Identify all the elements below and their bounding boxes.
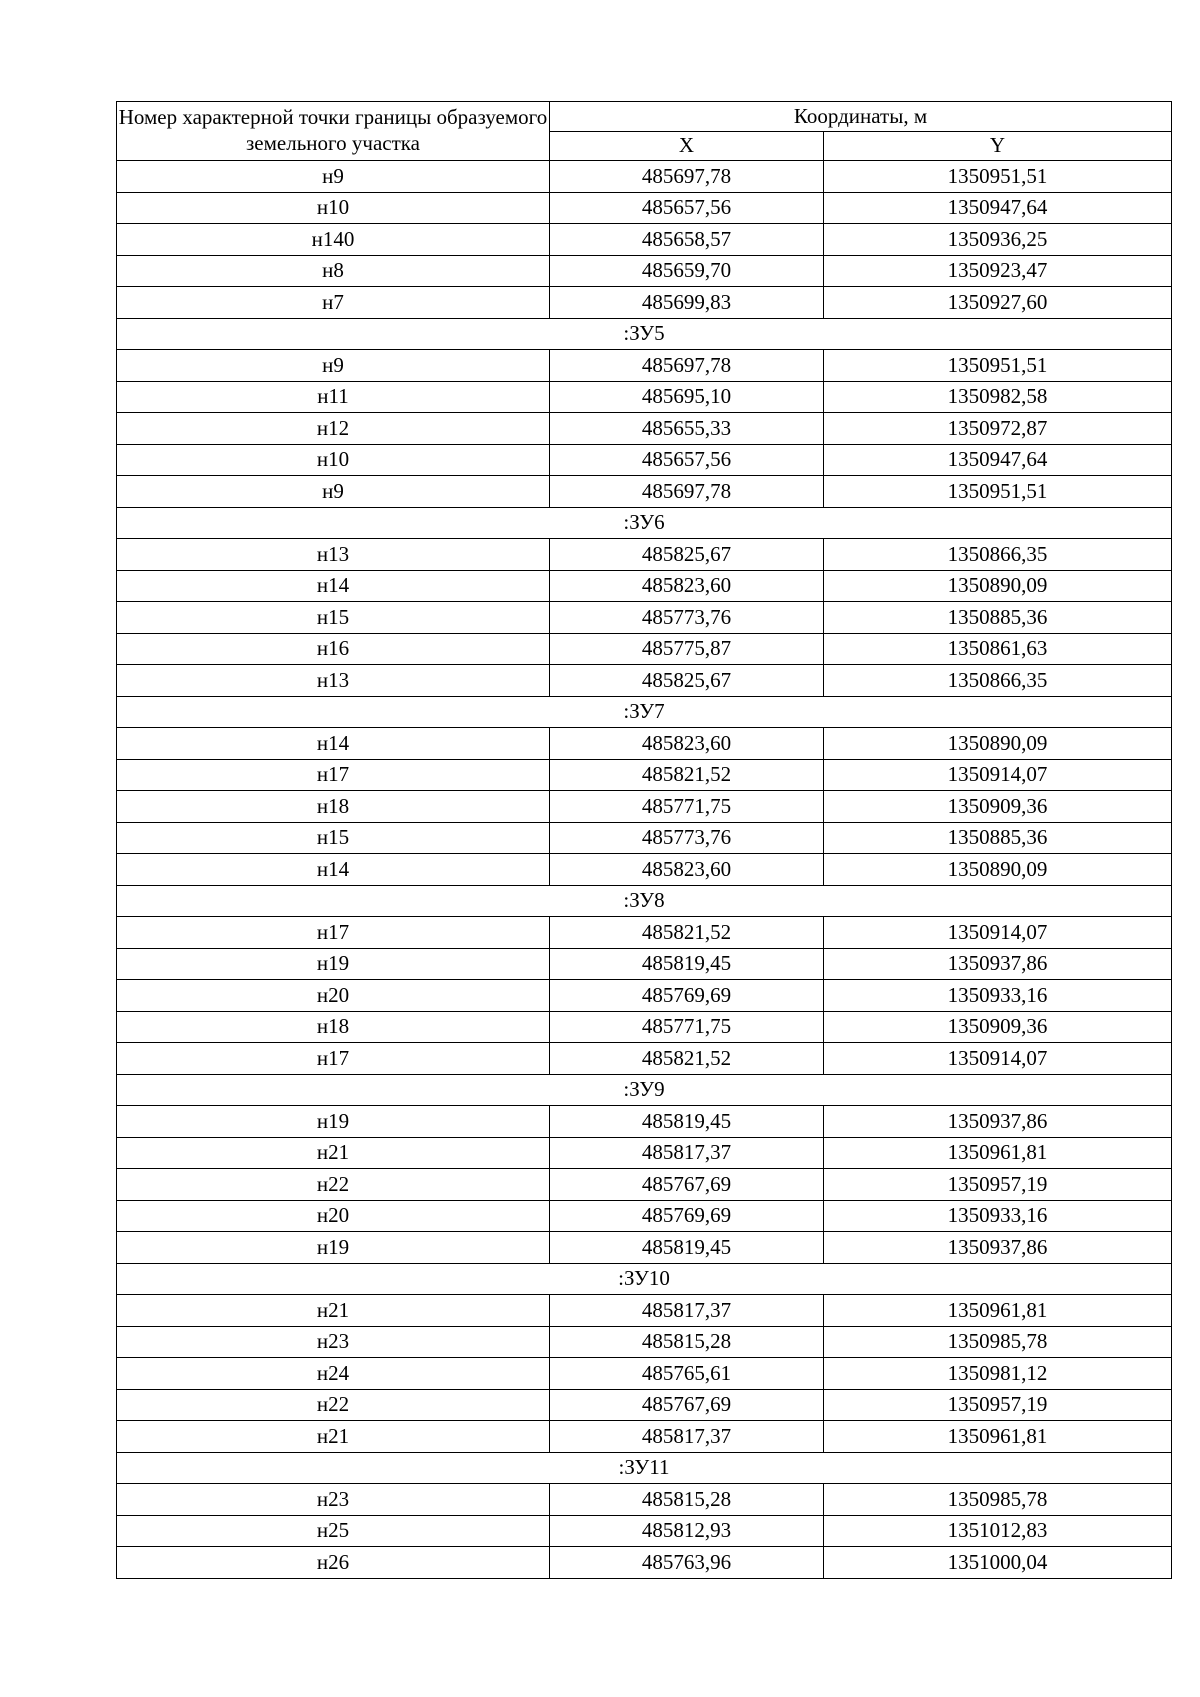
x-coordinate-cell: 485812,93 (550, 1515, 824, 1547)
x-coordinate-cell: 485819,45 (550, 1232, 824, 1264)
y-coordinate-cell: 1350947,64 (824, 192, 1172, 224)
table-row (117, 1515, 1172, 1547)
table-row (117, 381, 1172, 413)
y-coordinate-cell: 1350951,51 (824, 350, 1172, 382)
x-coordinate-cell: 485765,61 (550, 1358, 824, 1390)
table-row (117, 444, 1172, 476)
y-coordinate-cell: 1350933,16 (824, 1200, 1172, 1232)
section-label: :ЗУ10 (117, 1263, 1172, 1295)
y-coordinate-cell: 1350861,63 (824, 633, 1172, 665)
section-row (117, 696, 1172, 728)
point-number-cell: н21 (117, 1137, 550, 1169)
table-row (117, 224, 1172, 256)
table-row (117, 822, 1172, 854)
point-number-cell: н9 (117, 161, 550, 193)
y-coordinate-cell: 1350981,12 (824, 1358, 1172, 1390)
point-number-cell: н7 (117, 287, 550, 319)
y-coordinate-cell: 1350923,47 (824, 255, 1172, 287)
x-column-header: X (550, 131, 824, 161)
point-number-cell: н13 (117, 665, 550, 697)
x-coordinate-cell: 485825,67 (550, 665, 824, 697)
point-number-cell: н22 (117, 1169, 550, 1201)
y-coordinate-cell: 1350885,36 (824, 602, 1172, 634)
section-label: :ЗУ6 (117, 507, 1172, 539)
section-label: :ЗУ8 (117, 885, 1172, 917)
y-coordinate-cell: 1350957,19 (824, 1169, 1172, 1201)
y-coordinate-cell: 1350947,64 (824, 444, 1172, 476)
table-row (117, 476, 1172, 508)
point-number-cell: н18 (117, 1011, 550, 1043)
table-row (117, 1326, 1172, 1358)
section-label: :ЗУ11 (117, 1452, 1172, 1484)
table-row (117, 1200, 1172, 1232)
x-coordinate-cell: 485775,87 (550, 633, 824, 665)
x-coordinate-cell: 485763,96 (550, 1547, 824, 1579)
y-column-header: Y (824, 131, 1172, 161)
point-number-cell: н26 (117, 1547, 550, 1579)
table-row (117, 350, 1172, 382)
section-row (117, 1074, 1172, 1106)
table-row (117, 1547, 1172, 1579)
x-coordinate-cell: 485769,69 (550, 1200, 824, 1232)
x-coordinate-cell: 485821,52 (550, 1043, 824, 1075)
point-number-cell: н17 (117, 1043, 550, 1075)
y-coordinate-cell: 1350933,16 (824, 980, 1172, 1012)
x-coordinate-cell: 485823,60 (550, 854, 824, 886)
y-coordinate-cell: 1350937,86 (824, 1106, 1172, 1138)
point-number-cell: н14 (117, 728, 550, 760)
point-number-cell: н20 (117, 1200, 550, 1232)
table-row (117, 1011, 1172, 1043)
point-number-cell: н25 (117, 1515, 550, 1547)
table-row (117, 192, 1172, 224)
y-coordinate-cell: 1350951,51 (824, 161, 1172, 193)
y-coordinate-cell: 1350937,86 (824, 1232, 1172, 1264)
x-coordinate-cell: 485767,69 (550, 1389, 824, 1421)
table-row (117, 570, 1172, 602)
table-row (117, 1169, 1172, 1201)
table-row (117, 1295, 1172, 1327)
x-coordinate-cell: 485699,83 (550, 287, 824, 319)
y-coordinate-cell: 1350914,07 (824, 1043, 1172, 1075)
y-coordinate-cell: 1350866,35 (824, 539, 1172, 571)
point-number-header: Номер характерной точки границы образуемого земельного участка (117, 102, 550, 161)
y-coordinate-cell: 1350890,09 (824, 570, 1172, 602)
table-row (117, 161, 1172, 193)
point-number-cell: н19 (117, 1106, 550, 1138)
y-coordinate-cell: 1350909,36 (824, 791, 1172, 823)
table-row (117, 759, 1172, 791)
x-coordinate-cell: 485819,45 (550, 948, 824, 980)
x-coordinate-cell: 485821,52 (550, 917, 824, 949)
x-coordinate-cell: 485769,69 (550, 980, 824, 1012)
x-coordinate-cell: 485657,56 (550, 444, 824, 476)
x-coordinate-cell: 485659,70 (550, 255, 824, 287)
point-number-cell: н8 (117, 255, 550, 287)
x-coordinate-cell: 485658,57 (550, 224, 824, 256)
section-row (117, 1263, 1172, 1295)
point-number-cell: н10 (117, 444, 550, 476)
point-number-cell: н17 (117, 917, 550, 949)
y-coordinate-cell: 1350937,86 (824, 948, 1172, 980)
table-row (117, 1358, 1172, 1390)
y-coordinate-cell: 1350972,87 (824, 413, 1172, 445)
table-row (117, 665, 1172, 697)
section-row (117, 885, 1172, 917)
coordinates-header: Координаты, м (550, 102, 1172, 132)
x-coordinate-cell: 485773,76 (550, 822, 824, 854)
x-coordinate-cell: 485695,10 (550, 381, 824, 413)
x-coordinate-cell: 485817,37 (550, 1137, 824, 1169)
y-coordinate-cell: 1350951,51 (824, 476, 1172, 508)
y-coordinate-cell: 1350936,25 (824, 224, 1172, 256)
point-number-cell: н23 (117, 1484, 550, 1516)
x-coordinate-cell: 485655,33 (550, 413, 824, 445)
x-coordinate-cell: 485771,75 (550, 791, 824, 823)
coordinates-table (116, 101, 1172, 1579)
table-row (117, 287, 1172, 319)
table-row (117, 602, 1172, 634)
table-row (117, 1421, 1172, 1453)
y-coordinate-cell: 1350890,09 (824, 854, 1172, 886)
x-coordinate-cell: 485825,67 (550, 539, 824, 571)
x-coordinate-cell: 485771,75 (550, 1011, 824, 1043)
section-row (117, 507, 1172, 539)
point-number-cell: н20 (117, 980, 550, 1012)
y-coordinate-cell: 1350885,36 (824, 822, 1172, 854)
table-row (117, 1232, 1172, 1264)
x-coordinate-cell: 485773,76 (550, 602, 824, 634)
point-number-cell: н14 (117, 854, 550, 886)
point-number-cell: н15 (117, 822, 550, 854)
table-row (117, 633, 1172, 665)
point-number-cell: н19 (117, 948, 550, 980)
x-coordinate-cell: 485697,78 (550, 161, 824, 193)
point-number-cell: н13 (117, 539, 550, 571)
table-row (117, 728, 1172, 760)
table-row (117, 539, 1172, 571)
point-number-cell: н24 (117, 1358, 550, 1390)
x-coordinate-cell: 485815,28 (550, 1484, 824, 1516)
x-coordinate-cell: 485697,78 (550, 476, 824, 508)
section-row (117, 318, 1172, 350)
x-coordinate-cell: 485815,28 (550, 1326, 824, 1358)
y-coordinate-cell: 1350909,36 (824, 1011, 1172, 1043)
x-coordinate-cell: 485823,60 (550, 728, 824, 760)
table-row (117, 1043, 1172, 1075)
point-number-cell: н16 (117, 633, 550, 665)
y-coordinate-cell: 1350961,81 (824, 1421, 1172, 1453)
y-coordinate-cell: 1350985,78 (824, 1326, 1172, 1358)
table-row (117, 980, 1172, 1012)
y-coordinate-cell: 1350866,35 (824, 665, 1172, 697)
y-coordinate-cell: 1350890,09 (824, 728, 1172, 760)
point-number-cell: н9 (117, 476, 550, 508)
x-coordinate-cell: 485817,37 (550, 1421, 824, 1453)
point-number-cell: н17 (117, 759, 550, 791)
y-coordinate-cell: 1350982,58 (824, 381, 1172, 413)
section-label: :ЗУ9 (117, 1074, 1172, 1106)
point-number-cell: н11 (117, 381, 550, 413)
section-label: :ЗУ5 (117, 318, 1172, 350)
point-number-cell: н18 (117, 791, 550, 823)
y-coordinate-cell: 1350914,07 (824, 917, 1172, 949)
y-coordinate-cell: 1351000,04 (824, 1547, 1172, 1579)
table-row (117, 948, 1172, 980)
table-row (117, 854, 1172, 886)
point-number-cell: н21 (117, 1295, 550, 1327)
point-number-cell: н19 (117, 1232, 550, 1264)
point-number-cell: н15 (117, 602, 550, 634)
table-row (117, 1106, 1172, 1138)
point-number-cell: н21 (117, 1421, 550, 1453)
x-coordinate-cell: 485819,45 (550, 1106, 824, 1138)
y-coordinate-cell: 1350927,60 (824, 287, 1172, 319)
x-coordinate-cell: 485697,78 (550, 350, 824, 382)
table-row (117, 1484, 1172, 1516)
table-row (117, 255, 1172, 287)
table-row (117, 1389, 1172, 1421)
point-number-cell: н12 (117, 413, 550, 445)
section-label: :ЗУ7 (117, 696, 1172, 728)
table-body (117, 161, 1172, 1579)
x-coordinate-cell: 485657,56 (550, 192, 824, 224)
table-row (117, 413, 1172, 445)
section-row (117, 1452, 1172, 1484)
table-row (117, 917, 1172, 949)
point-number-cell: н14 (117, 570, 550, 602)
x-coordinate-cell: 485823,60 (550, 570, 824, 602)
table-row (117, 1137, 1172, 1169)
y-coordinate-cell: 1350985,78 (824, 1484, 1172, 1516)
table-row (117, 791, 1172, 823)
point-number-cell: н10 (117, 192, 550, 224)
y-coordinate-cell: 1350957,19 (824, 1389, 1172, 1421)
point-number-cell: н140 (117, 224, 550, 256)
point-number-cell: н23 (117, 1326, 550, 1358)
point-number-cell: н22 (117, 1389, 550, 1421)
point-number-cell: н9 (117, 350, 550, 382)
y-coordinate-cell: 1350961,81 (824, 1295, 1172, 1327)
y-coordinate-cell: 1350914,07 (824, 759, 1172, 791)
y-coordinate-cell: 1351012,83 (824, 1515, 1172, 1547)
x-coordinate-cell: 485767,69 (550, 1169, 824, 1201)
x-coordinate-cell: 485817,37 (550, 1295, 824, 1327)
table-header (117, 102, 1172, 161)
x-coordinate-cell: 485821,52 (550, 759, 824, 791)
y-coordinate-cell: 1350961,81 (824, 1137, 1172, 1169)
